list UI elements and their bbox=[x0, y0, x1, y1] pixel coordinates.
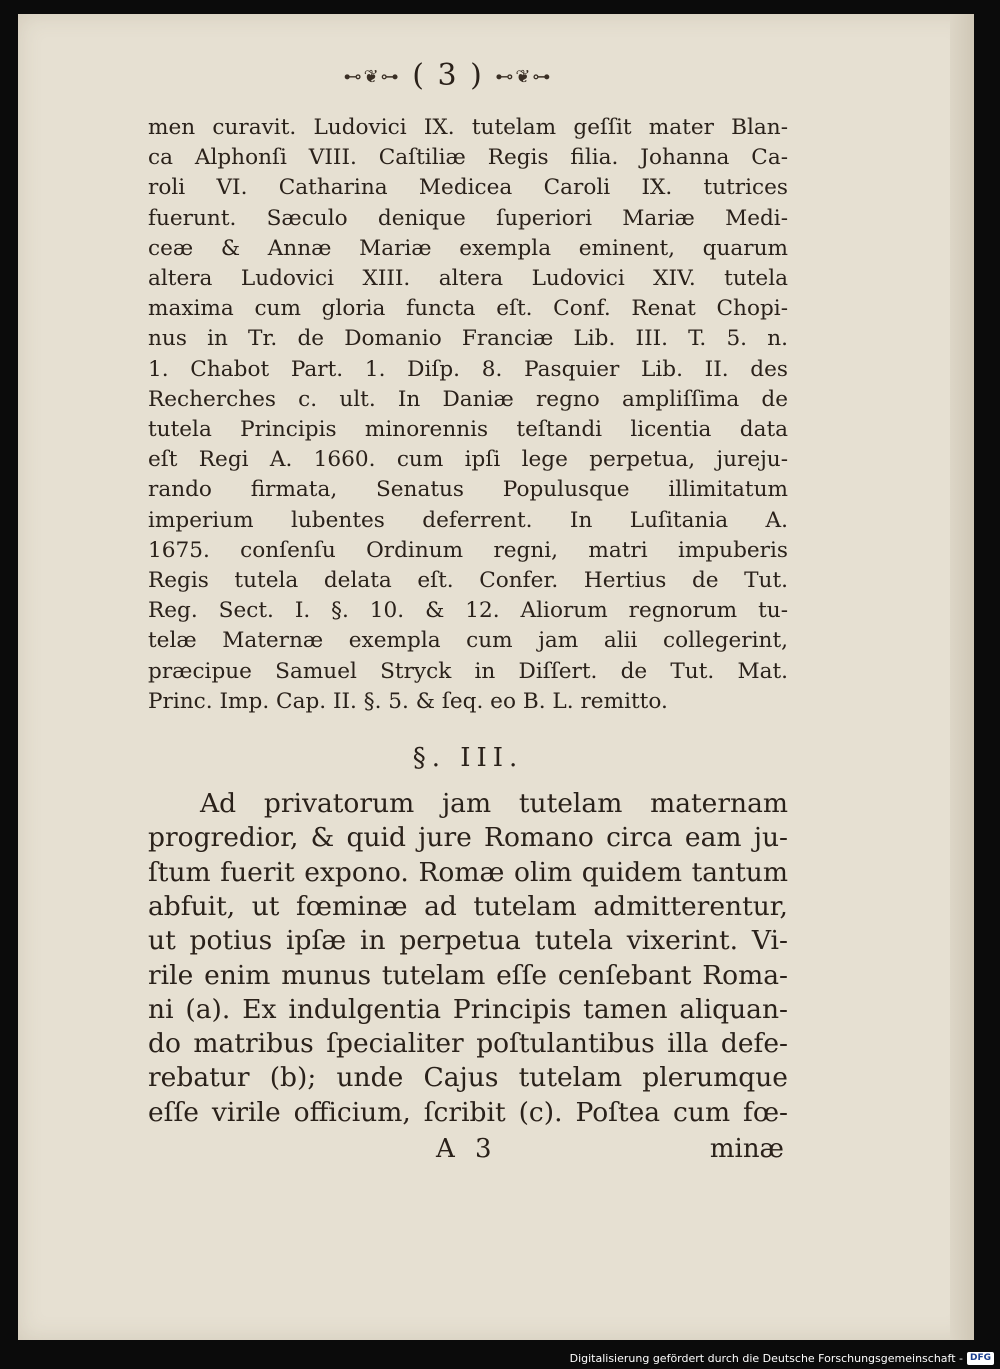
ornament-left-icon: ⊷❦⊶ bbox=[343, 66, 401, 88]
text-line: ca Alphonſi VIII. Caſtiliæ Regis filia. Johanna Ca- bbox=[148, 145, 788, 171]
text-line: Recherches c. ult. In Daniæ regno ampliſſima de bbox=[148, 386, 788, 412]
text-line: do matribus ſpecialiter poſtulantibus illa defe- bbox=[148, 1028, 788, 1060]
text-line: roli VI. Catharina Medicea Caroli IX. tutrices bbox=[148, 175, 788, 201]
text-line: eſſe virile officium, ſcribit (c). Poſtea cum fœ- bbox=[148, 1096, 788, 1128]
text-line: præcipue Samuel Stryck in Diſſert. de Tut. Mat. bbox=[148, 658, 788, 684]
digitization-credit bbox=[570, 1352, 994, 1365]
ornament-right-icon: ⊷❦⊶ bbox=[495, 66, 553, 88]
section-heading: §. III. bbox=[412, 743, 524, 774]
text-line: Ad privatorum jam tutelam maternam bbox=[200, 788, 788, 820]
section-paragraph bbox=[148, 787, 788, 1130]
text-line: eſt Regi A. 1660. cum ipſi lege perpetua, jureju- bbox=[148, 447, 788, 473]
text-line: Regis tutela delata eſt. Confer. Hertius de Tut. bbox=[148, 568, 788, 594]
text-line: imperium lubentes deferrent. In Luſitania A. bbox=[148, 507, 788, 533]
dfg-logo-icon: DFG bbox=[967, 1352, 994, 1365]
text-line: ni (a). Ex indulgentia Principis tamen aliquan- bbox=[148, 993, 788, 1025]
page-text bbox=[148, 58, 788, 1168]
text-line: rando firmata, Senatus Populusque illimitatum bbox=[148, 477, 788, 503]
credit-text: Digitalisierung gefördert durch die Deutsche Forschungsgemeinschaft - bbox=[569, 1352, 963, 1365]
page-edge bbox=[950, 14, 974, 1340]
text-line: men curavit. Ludovici IX. tutelam geſſit mater Blan- bbox=[148, 115, 788, 140]
text-line: rebatur (b); unde Cajus tutelam plerumque bbox=[148, 1062, 788, 1094]
text-line: rile enim munus tutelam eſſe cenſebant Roma- bbox=[148, 959, 788, 991]
continuation-paragraph bbox=[148, 113, 788, 717]
page-number: ( 3 ) bbox=[412, 58, 484, 93]
text-line: progredior, & quid jure Romano circa eam ju- bbox=[148, 822, 788, 854]
text-line: nus in Tr. de Domanio Franciæ Lib. III. T. 5. n. bbox=[148, 326, 788, 352]
text-line: tutela Principis minorennis teſtandi licentia data bbox=[148, 417, 788, 443]
text-line: telæ Maternæ exempla cum jam alii collegerint, bbox=[148, 628, 788, 654]
text-line: fuerunt. Sæculo denique ſuperiori Mariæ Medi- bbox=[148, 205, 788, 231]
signature-mark: A 3 bbox=[436, 1134, 498, 1165]
text-line: Princ. Imp. Cap. II. §. 5. & ſeq. eo B. L. remitto. bbox=[148, 688, 668, 714]
text-line: abfuit, ut fœminæ ad tutelam admitterentur, bbox=[148, 890, 788, 922]
catchword: minæ bbox=[709, 1134, 784, 1165]
text-line: altera Ludovici XIII. altera Ludovici XIV. tutela bbox=[148, 266, 788, 292]
page-footer bbox=[148, 1134, 788, 1168]
text-line: ſtum fuerit expono. Romæ olim quidem tantum bbox=[148, 856, 788, 888]
text-line: ceæ & Annæ Mariæ exempla eminent, quarum bbox=[148, 235, 788, 261]
text-line: Reg. Sect. I. §. 10. & 12. Aliorum regnorum tu- bbox=[148, 598, 788, 624]
text-line: 1675. conſenſu Ordinum regni, matri impuberis bbox=[148, 537, 788, 563]
text-line: maxima cum gloria functa eſt. Conf. Renat Chopi- bbox=[148, 296, 788, 322]
text-line: 1. Chabot Part. 1. Diſp. 8. Pasquier Lib. II. des bbox=[148, 356, 788, 382]
text-line: ut potius ipſæ in perpetua tutela vixerint. Vi- bbox=[148, 925, 788, 957]
running-head bbox=[108, 58, 788, 93]
